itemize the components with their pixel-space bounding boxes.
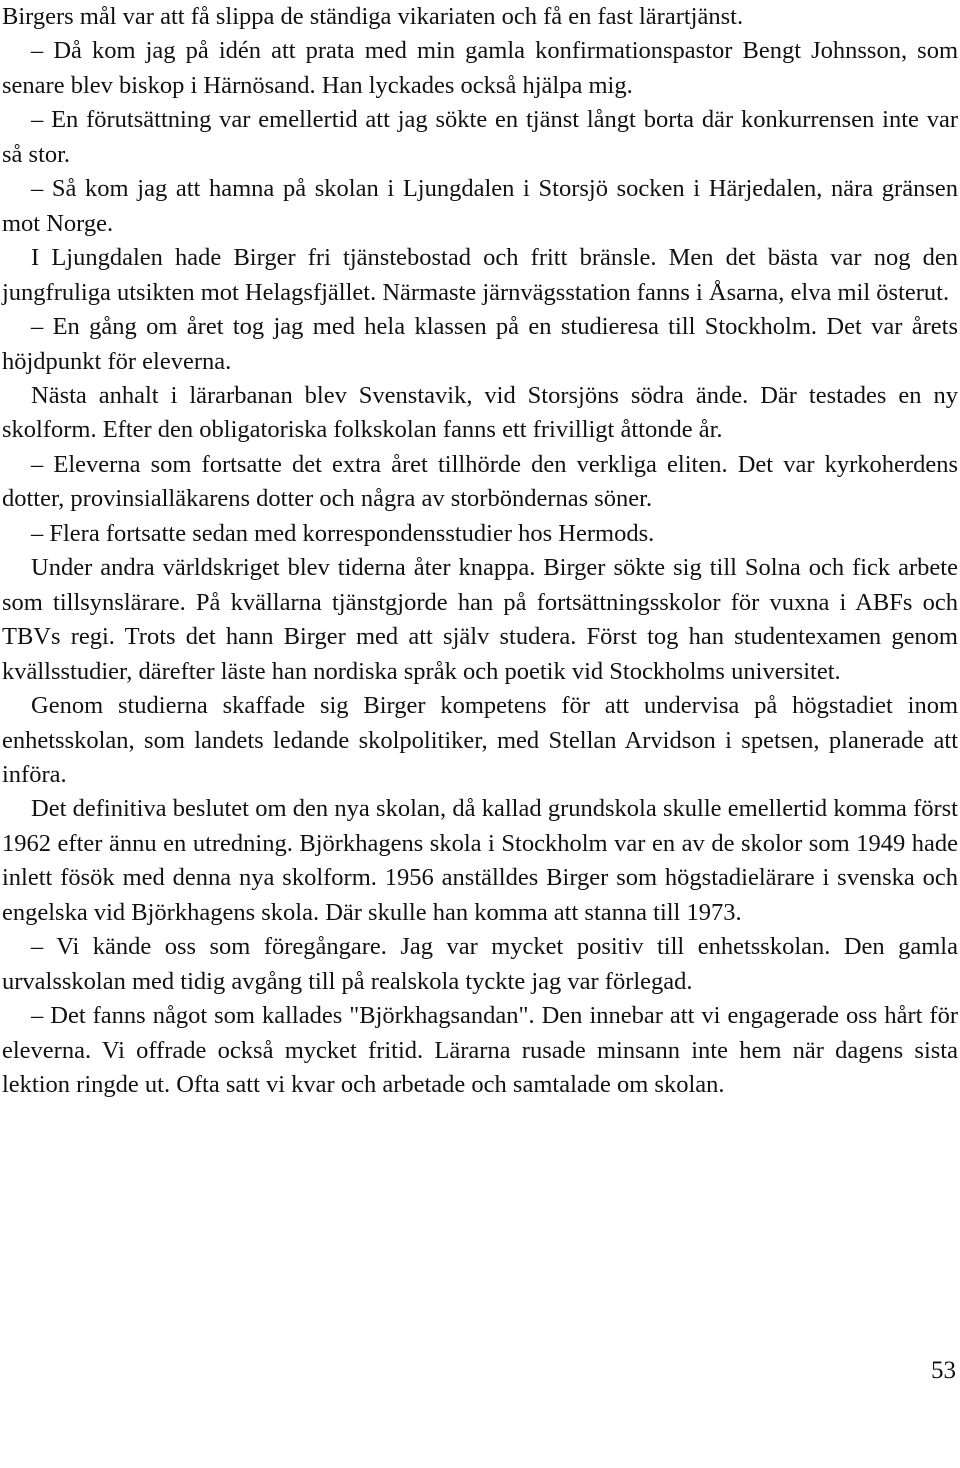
paragraph: Under andra världskriget blev tiderna åter knappa. Birger sökte sig till Solna och fick arbete som tillsynslärare. På kvällarna tjänstgjorde han på fortsättningsskolor för vuxna i ABFs och TBVs regi. Trots det hann Birger med att själv studera. Först tog han studentexamen genom kvällsstudier, därefter läste han nordiska språk och poetik vid Stockholms universitet. <box>2 554 958 685</box>
paragraph: – Eleverna som fortsatte det extra året tillhörde den verkliga eliten. Det var kyrkoherdens dotter, provinsialläkarens dotter och några av storböndernas söner. <box>2 450 958 513</box>
paragraph: – Då kom jag på idén att prata med min gamla konfirmationspastor Bengt Johnsson, som senare blev biskop i Härnösand. Han lyckades också hjälpa mig. <box>2 37 958 99</box>
paragraph: – En gång om året tog jag med hela klassen på en studieresa till Stockholm. Det var årets höjdpunkt för eleverna. <box>2 313 958 375</box>
paragraph: Birgers mål var att få slippa de ständiga vikariaten och få en fast lärartjänst. <box>2 3 744 30</box>
paragraph: I Ljungdalen hade Birger fri tjänstebostad och fritt bränsle. Men det bästa var nog den jungfruliga utsikten mot Helagsfjället. Närmaste järnvägsstation fanns i Åsarna, elva mil österut. <box>2 244 958 306</box>
paragraph: Genom studierna skaffade sig Birger kompetens för att undervisa på högstadiet inom enhetsskolan, som landets ledande skolpolitiker, med Stellan Arvidson i spetsen, planerade att införa. <box>2 692 958 788</box>
paragraph: Det definitiva beslutet om den nya skolan, då kallad grundskola skulle emellertid komma först 1962 efter ännu en utredning. Björkhagens skola i Stockholm var en av de skolor som 1949 hade inlett fösök med denna nya skolform. 1956 anställdes Birger som högstadielärare i svenska och engelska vid Björkhagens skola. Där skulle han komma att stanna till 1973. <box>2 795 958 926</box>
paragraph: – En förutsättning var emellertid att jag sökte en tjänst långt borta där konkurrensen inte var så stor. <box>2 106 958 168</box>
body-text <box>2 0 958 1103</box>
paragraph: – Vi kände oss som föregångare. Jag var mycket positiv till enhetsskolan. Den gamla urvalsskolan med tidig avgång till på realskola tyckte jag var förlegad. <box>2 933 958 995</box>
page-number: 53 <box>931 1357 956 1384</box>
paragraph: – Så kom jag att hamna på skolan i Ljungdalen i Storsjö socken i Härjedalen, nära gränsen mot Norge. <box>2 175 958 237</box>
paragraph: – Det fanns något som kallades "Björkhagsandan". Den innebar att vi engagerade oss hårt för eleverna. Vi offrade också mycket fritid. Lärarna rusade minsann inte hem när dagens sista lektion ringde ut. Ofta satt vi kvar och arbetade och samtalade om skolan. <box>2 1002 958 1099</box>
paragraph: – Flera fortsatte sedan med korrespondensstudier hos Hermods. <box>31 519 655 547</box>
paragraph: Nästa anhalt i lärarbanan blev Svenstavik, vid Storsjöns södra ände. Där testades en ny skolform. Efter den obligatoriska folkskolan fanns ett frivilligt åttonde år. <box>2 381 958 444</box>
